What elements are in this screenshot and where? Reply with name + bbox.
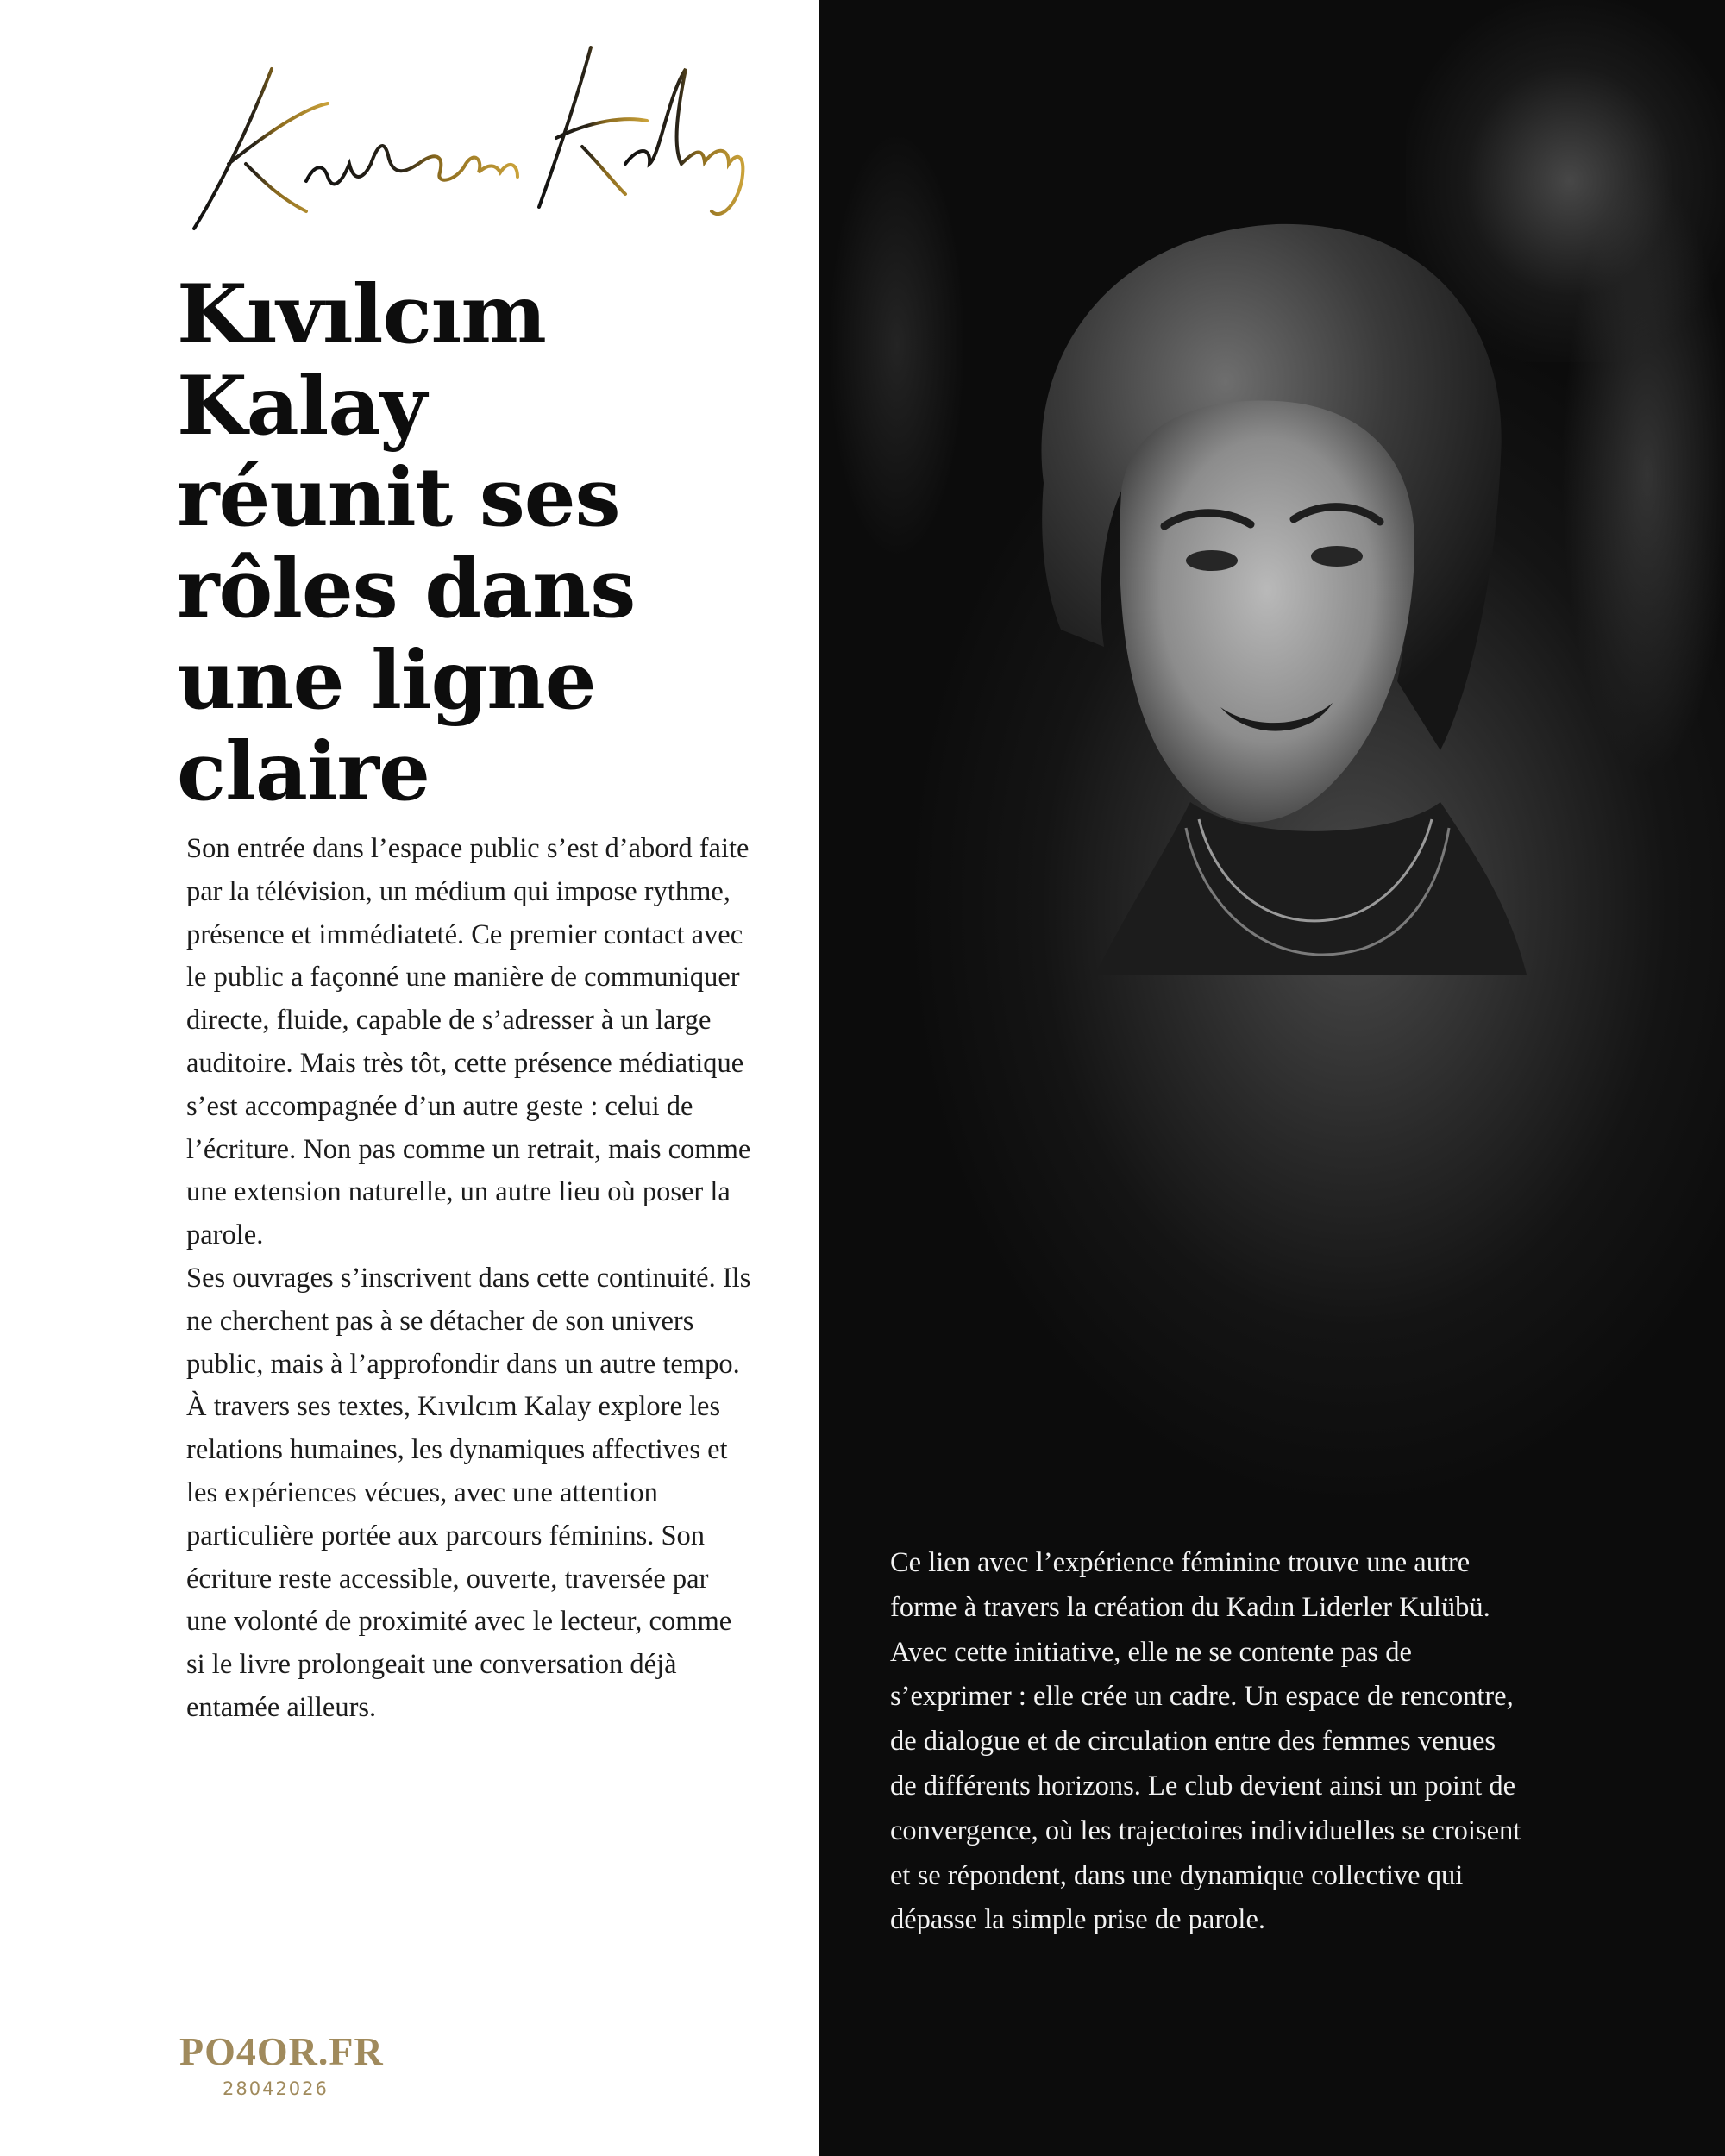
headline-line: rôles dans — [177, 542, 636, 636]
publication-brand: PO4OR.FR — [179, 2029, 384, 2073]
headline-line: Kıvılcım — [177, 267, 546, 362]
bokeh-light — [828, 129, 966, 561]
headline-line: une ligne — [177, 633, 596, 728]
headline-line: Kalay — [177, 359, 426, 454]
portrait-figure — [992, 198, 1544, 975]
headline-line: réunit ses — [177, 450, 620, 545]
paragraph: Ce lien avec l’expérience féminine trouve une autre forme à travers la création du Kadın Liderler Kulübü. Avec cette initiative, elle ne se contente pas de s’exprimer : elle crée un cadre. Un espace de rencontre, de dialogue et de circulation entre des femmes venues de différents horizons. Le club devient ainsi un point de convergence, où les trajectoires individuelles se croisent et se répondent, dans une dynamique collective qui dépasse la simple prise de parole. — [890, 1547, 1521, 1936]
article-body-left — [186, 828, 756, 1730]
issue-number: 28042026 — [223, 2078, 329, 2099]
bokeh-light — [1561, 172, 1725, 776]
paragraph: Son entrée dans l’espace public s’est d’abord faite par la télévision, un médium qui impose rythme, présence et immédiateté. Ce premier contact avec le public a façonné une manière de communiquer directe, fluide, capable de s’adresser à un large auditoire. Mais très tôt, cette présence médiatique s’est accompagnée d’un autre geste : celui de l’écriture. Non pas comme un retrait, mais comme une extension naturelle, un autre lieu où poser la parole. — [186, 833, 751, 1251]
headline — [177, 269, 798, 818]
signature-logo — [177, 34, 755, 241]
paragraph: Ses ouvrages s’inscrivent dans cette continuité. Ils ne cherchent pas à se détacher de son univers public, mais à l’approfondir dans un autre tempo. À travers ses textes, Kıvılcım Kalay explore les relations humaines, les dynamiques affectives et les expériences vécues, avec une attention particulière portée aux parcours féminins. Son écriture reste accessible, ouverte, traversée par une volonté de proximité avec le lecteur, comme si le livre prolongeait une conversation déjà entamée ailleurs. — [186, 1262, 751, 1723]
article-body-right — [890, 1541, 1528, 1943]
headline-line: claire — [177, 724, 430, 819]
